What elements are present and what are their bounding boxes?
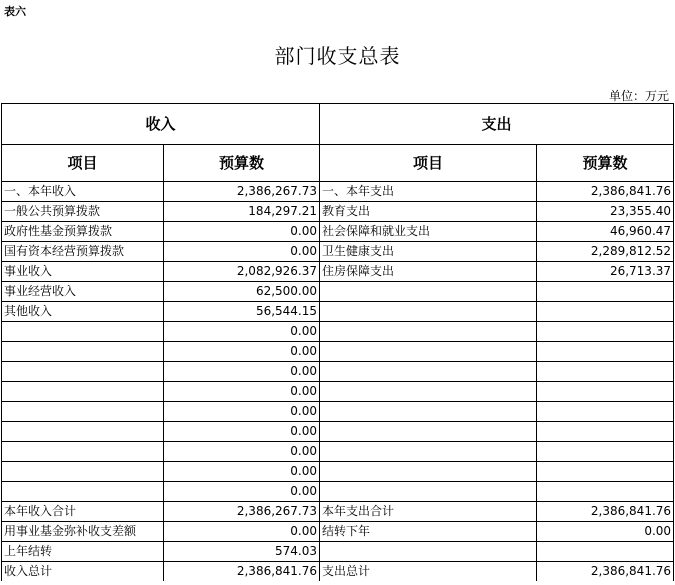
- table-row: [2, 202, 674, 222]
- group-header-row: [2, 104, 674, 145]
- expenditure-amount-cell: 2,289,812.52: [537, 242, 674, 262]
- income-amount-cell: 0.00: [164, 442, 320, 462]
- table-row: [2, 382, 674, 402]
- income-amount-cell: 62,500.00: [164, 282, 320, 302]
- table-row: [2, 302, 674, 322]
- expenditure-item-cell: [320, 402, 537, 422]
- income-item-cell: 上年结转: [2, 542, 164, 562]
- expenditure-item-cell: [320, 362, 537, 382]
- income-item-cell: [2, 382, 164, 402]
- table-row: [2, 262, 674, 282]
- expenditure-item-cell: 本年支出合计: [320, 502, 537, 522]
- income-item-cell: 收入总计: [2, 562, 164, 582]
- table-number-label: 表六: [4, 5, 26, 18]
- table-row: [2, 522, 674, 542]
- income-item-cell: [2, 482, 164, 502]
- income-amount-cell: 0.00: [164, 422, 320, 442]
- income-amount-cell: 0.00: [164, 402, 320, 422]
- table-row: [2, 482, 674, 502]
- income-item-cell: 国有资本经营预算拨款: [2, 242, 164, 262]
- income-amount-cell: 574.03: [164, 542, 320, 562]
- income-amount-cell: 184,297.21: [164, 202, 320, 222]
- table-row: [2, 222, 674, 242]
- income-amount-cell: 0.00: [164, 382, 320, 402]
- expenditure-amount-cell: [537, 382, 674, 402]
- column-header-row: [2, 145, 674, 182]
- income-amount-cell: 0.00: [164, 342, 320, 362]
- income-amount-cell: 0.00: [164, 222, 320, 242]
- expenditure-item-cell: 教育支出: [320, 202, 537, 222]
- income-item-header: 项目: [2, 145, 164, 182]
- table-row: [2, 322, 674, 342]
- expenditure-amount-cell: [537, 282, 674, 302]
- expenditure-item-cell: 支出总计: [320, 562, 537, 582]
- table-row: [2, 362, 674, 382]
- income-item-cell: [2, 342, 164, 362]
- income-item-cell: 本年收入合计: [2, 502, 164, 522]
- table-row: [2, 442, 674, 462]
- income-item-cell: 事业经营收入: [2, 282, 164, 302]
- table-row: [2, 242, 674, 262]
- expenditure-group-header: 支出: [320, 104, 674, 145]
- expenditure-amount-cell: [537, 482, 674, 502]
- income-amount-cell: 2,082,926.37: [164, 262, 320, 282]
- table-row: [2, 342, 674, 362]
- income-amount-cell: 0.00: [164, 242, 320, 262]
- income-amount-cell: 0.00: [164, 522, 320, 542]
- income-group-header: 收入: [2, 104, 320, 145]
- income-item-cell: [2, 402, 164, 422]
- income-amount-cell: 0.00: [164, 462, 320, 482]
- table-row: [2, 182, 674, 202]
- expenditure-amount-cell: 0.00: [537, 522, 674, 542]
- income-amount-cell: 2,386,267.73: [164, 502, 320, 522]
- expenditure-item-cell: 社会保障和就业支出: [320, 222, 537, 242]
- income-item-cell: [2, 442, 164, 462]
- expenditure-amount-header: 预算数: [537, 145, 674, 182]
- income-amount-cell: 0.00: [164, 322, 320, 342]
- table-row: [2, 562, 674, 582]
- expenditure-amount-cell: [537, 542, 674, 562]
- expenditure-item-cell: [320, 462, 537, 482]
- expenditure-amount-cell: 2,386,841.76: [537, 562, 674, 582]
- expenditure-amount-cell: [537, 322, 674, 342]
- expenditure-item-cell: [320, 542, 537, 562]
- income-item-cell: [2, 462, 164, 482]
- income-item-cell: 一般公共预算拨款: [2, 202, 164, 222]
- expenditure-amount-cell: 26,713.37: [537, 262, 674, 282]
- expenditure-item-cell: [320, 442, 537, 462]
- expenditure-item-cell: [320, 282, 537, 302]
- expenditure-amount-cell: [537, 302, 674, 322]
- expenditure-item-cell: [320, 302, 537, 322]
- expenditure-item-cell: 住房保障支出: [320, 262, 537, 282]
- table-row: [2, 502, 674, 522]
- table-row: [2, 542, 674, 562]
- expenditure-amount-cell: [537, 362, 674, 382]
- income-amount-cell: 56,544.15: [164, 302, 320, 322]
- expenditure-amount-cell: [537, 462, 674, 482]
- expenditure-amount-cell: [537, 442, 674, 462]
- expenditure-item-cell: 卫生健康支出: [320, 242, 537, 262]
- income-amount-header: 预算数: [164, 145, 320, 182]
- income-item-cell: 一、本年收入: [2, 182, 164, 202]
- table-row: [2, 422, 674, 442]
- income-amount-cell: 2,386,267.73: [164, 182, 320, 202]
- income-amount-cell: 0.00: [164, 482, 320, 502]
- income-item-cell: 用事业基金弥补收支差额: [2, 522, 164, 542]
- income-amount-cell: 2,386,841.76: [164, 562, 320, 582]
- income-item-cell: [2, 362, 164, 382]
- expenditure-amount-cell: [537, 402, 674, 422]
- expenditure-amount-cell: [537, 422, 674, 442]
- expenditure-item-cell: 一、本年支出: [320, 182, 537, 202]
- expenditure-item-header: 项目: [320, 145, 537, 182]
- unit-label: 单位：万元: [608, 89, 669, 103]
- table-body: [2, 182, 674, 582]
- expenditure-item-cell: [320, 342, 537, 362]
- income-item-cell: 政府性基金预算拨款: [2, 222, 164, 242]
- expenditure-item-cell: [320, 482, 537, 502]
- income-item-cell: 事业收入: [2, 262, 164, 282]
- expenditure-item-cell: [320, 422, 537, 442]
- expenditure-amount-cell: 2,386,841.76: [537, 502, 674, 522]
- expenditure-item-cell: 结转下年: [320, 522, 537, 542]
- budget-summary-table: [1, 103, 674, 581]
- income-amount-cell: 0.00: [164, 362, 320, 382]
- expenditure-amount-cell: 23,355.40: [537, 202, 674, 222]
- report-title: 部门收支总表: [274, 44, 401, 68]
- table-row: [2, 282, 674, 302]
- expenditure-amount-cell: [537, 342, 674, 362]
- table-row: [2, 402, 674, 422]
- income-item-cell: [2, 322, 164, 342]
- table-row: [2, 462, 674, 482]
- income-item-cell: 其他收入: [2, 302, 164, 322]
- income-item-cell: [2, 422, 164, 442]
- expenditure-amount-cell: 2,386,841.76: [537, 182, 674, 202]
- expenditure-amount-cell: 46,960.47: [537, 222, 674, 242]
- expenditure-item-cell: [320, 382, 537, 402]
- expenditure-item-cell: [320, 322, 537, 342]
